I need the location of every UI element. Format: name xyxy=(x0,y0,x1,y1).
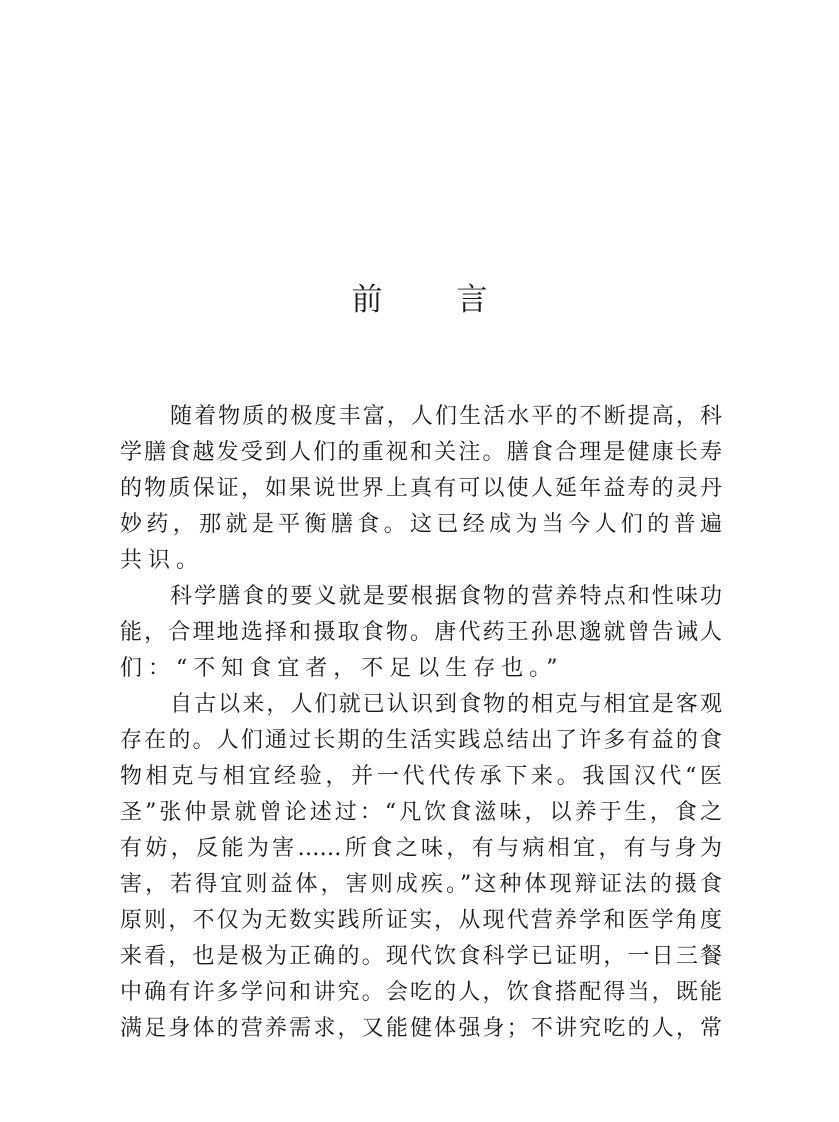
text-line: 科学膳食的要义就是要根据食物的营养特点和性味功 xyxy=(170,584,722,609)
text-line: 圣”张仲景就曾论述过：“凡饮食滋味，以养于生，食之 xyxy=(120,800,722,825)
text-line: 学膳食越发受到人们的重视和关注。膳食合理是健康长寿 xyxy=(120,440,722,465)
text-line: 满足身体的营养需求，又能健体强身；不讲究吃的人，常 xyxy=(120,1016,722,1041)
text-line: 共识。 xyxy=(120,548,205,573)
text-line: 中确有许多学问和讲究。会吃的人，饮食搭配得当，既能 xyxy=(120,980,722,1005)
title-char-2: 言 xyxy=(456,282,488,318)
text-line: 随着物质的极度丰富，人们生活水平的不断提高，科 xyxy=(170,404,722,429)
paragraph xyxy=(120,399,722,579)
text-line: 来看，也是极为正确的。现代饮食科学已证明，一日三餐 xyxy=(120,944,722,969)
text-line: 存在的。人们通过长期的生活实践总结出了许多有益的食 xyxy=(120,728,722,753)
text-line: 有妨，反能为害……所食之味，有与病相宜，有与身为 xyxy=(120,836,722,861)
text-line: 害，若得宜则益体，害则成疾。”这种体现辩证法的摄食 xyxy=(120,872,722,897)
text-line: 自古以来，人们就已认识到食物的相克与相宜是客观 xyxy=(170,692,722,717)
text-line: 们：“不知食宜者，不足以生存也。” xyxy=(120,656,564,681)
text-line: 原则，不仅为无数实践所证实，从现代营养学和医学角度 xyxy=(120,908,722,933)
paragraph xyxy=(120,579,722,687)
preface-body xyxy=(120,399,722,1047)
paragraph xyxy=(120,687,722,1047)
text-line: 的物质保证，如果说世界上真有可以使人延年益寿的灵丹 xyxy=(120,476,722,501)
page-title xyxy=(0,280,839,320)
text-line: 能，合理地选择和摄取食物。唐代药王孙思邈就曾告诫人 xyxy=(120,620,722,645)
text-line: 物相克与相宜经验，并一代代传承下来。我国汉代“医 xyxy=(120,764,722,789)
title-char-1: 前 xyxy=(351,282,383,318)
text-line: 妙药，那就是平衡膳食。这已经成为当今人们的普遍 xyxy=(120,512,722,537)
